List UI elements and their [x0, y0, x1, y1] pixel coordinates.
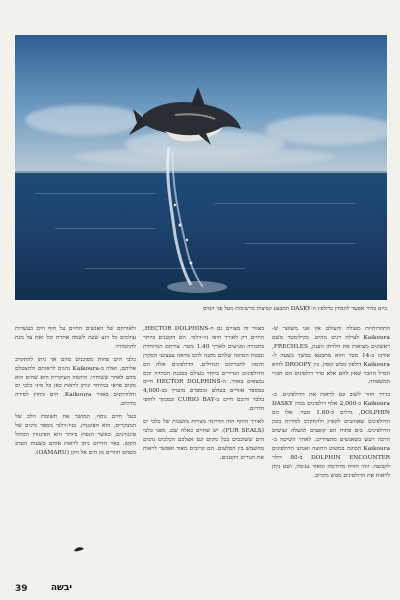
text-column-right — [272, 325, 390, 577]
magazine-logo: יבשה — [50, 583, 72, 593]
text-column-middle — [143, 325, 264, 577]
paragraph: התחרותיות מעולה והעולם אין אני משוער ש-Kaikoura לעילת דגים מהים. בקילומטר משם ראשונים מציאות את הלויתן הענק, FRECHLES, אורכו כ-14 מטר והוא מתבטא במשך כשעה ל-Kaikoura דולפין ממש קופץ. בין DROOPY להיא הבדל ההבר שאין להם אלא סדר דולפינים הם חברי המשפחה. — [272, 326, 390, 386]
end-of-article-icon — [73, 545, 85, 554]
dolphin-photo — [15, 35, 387, 300]
paragraph: בדרך חוזר לשוב וגם לראות את הדולפינים. ב-Kaikoura כ-2,000 אלף דולפינים ממין DASKY DOLPHIN, גדלים כ-1.60 מטר. אלו הם הדולפינים שאוהבים לקפוץ ולהתקרב לסירות בזמן הדולפינים. בים פתוח הם קופצים למעלה ועושים הרבה רעש כשאנשים מהצדדים. לאחר השיטה ב-Kaikoura הכוונה במשוט החוצה ואנחנו הדולפינים DOLPHIN ENCOUNTER ב-80 דולר לקבוצה. זוהי חוויה מדהימה ומאוד נעימה, ושם ניתן לראות את הדולפינים ממש מקרוב. — [272, 392, 390, 479]
paragraph: לאורך החוף הזה הדרומי מצויות מושבות של כלבי ים (FUR SEALS). יש שתיים כאלה שם. מפני כלבי הים ששוכבים בכל מקום וגם אצלכם הכלבים נהנים מהשמש בין הסלעים. הם קרובים מאוד ואפשר לראות את הגורים הקטנים. — [143, 419, 264, 461]
paragraph: באזור זה מצויים גם ה-HECTOR DOLPHINS, החיים רק לאורך חופי ניו-זילנד. הם הקטנים ביותר בחבורה ומגיעים לאורך 1.40 מטר. צורתם המיוחדת ונבטת המזוגה שלהם מקנה להם מראה צעצועי הסקרן ודומה לחבריהם הגדולים. הדולפינים אלה הם הדולפינים הנדירים ביותר בעולם בסכנת הכחדה והם נמצאים באזור. ה-HECTOR DOLPHINS חיים במספר אזורים בעולם ומספרם מוערך בכ-4,000 בלבד ורובם חיים ב-CURIO BAY ובסמוך לחופי הדרום. — [143, 326, 264, 413]
dolphin-and-splash — [15, 35, 387, 300]
photo-caption: ביום בהיר אפשר להבחין בדולפין ה-DASKY המבצע קפיצות מרשימות מעל פני המים — [203, 306, 387, 312]
text-column-left — [15, 325, 136, 577]
page-footer — [0, 578, 400, 600]
paragraph: ולאורתם של האנשים החיים על חוף הים בעשרות עולמים כל רגע שעה לשמה אחרת וכל זאת על מנת להתמודד. — [15, 326, 136, 350]
paragraph: כלבי הים פחות מסוכנים מהם אך ניתן להתקרב אליהם, ואלה ב-Kaikoura נהנים לראותם ולהצטלם מהם לאחר ששוחרו. היוזמה העיקרית היא שהים הוא מקום פראי במיוחד וניתן לראות כאן כל מיני כלבי ים והלוויתנים באזור Kaikoura. הים מחוץ לסירה מדהים. — [15, 356, 136, 408]
dolphin-shape — [129, 87, 241, 145]
page-number: 39 — [15, 584, 28, 594]
paragraph: בעל חיים נוסף, המושך את תשומת הלב של המבקרים, הוא הפינגווין. בניו-זילנד מספר מינים של פינגווינים, כאשר הנפוץ ביותר הוא הפינגווין הכחול הקטן. באיי הדרום ניתן לראות אותם בשעות הערב כשהם חוזרים מן הים אל הקן (OAMARU). — [15, 414, 136, 456]
